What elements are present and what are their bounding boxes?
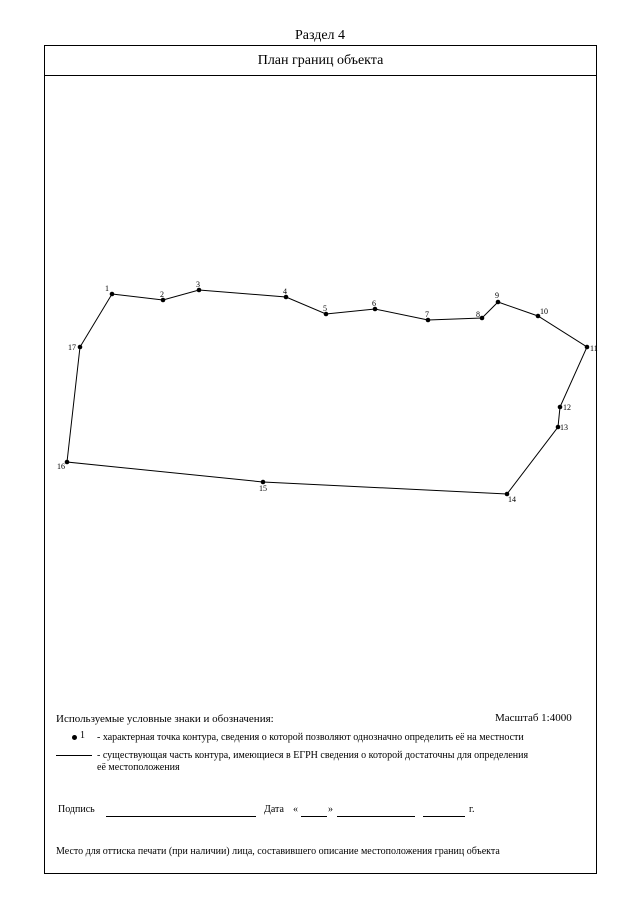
boundary-point-label: 16 bbox=[57, 462, 65, 471]
signature-label: Подпись bbox=[58, 804, 95, 815]
boundary-point bbox=[78, 345, 83, 350]
point-symbol-number: 1 bbox=[80, 730, 85, 741]
boundary-point-label: 7 bbox=[425, 310, 429, 319]
line-legend-text-1: - существующая часть контура, имеющиеся в ЕГРН сведения о которой достаточны для определения bbox=[97, 750, 529, 761]
boundary-point-label: 1 bbox=[105, 284, 109, 293]
date-year-line[interactable] bbox=[423, 816, 465, 817]
boundary-point-label: 13 bbox=[560, 423, 568, 432]
boundary-point-label: 6 bbox=[372, 299, 376, 308]
boundary-point-label: 8 bbox=[476, 310, 480, 319]
boundary-point bbox=[585, 345, 590, 350]
boundary-point-label: 15 bbox=[259, 484, 267, 493]
quote-open: « bbox=[293, 804, 298, 815]
date-label: Дата bbox=[264, 804, 284, 815]
legend-title: Используемые условные знаки и обозначения: bbox=[56, 713, 274, 725]
boundary-contour bbox=[67, 290, 587, 494]
boundary-point-label: 10 bbox=[540, 307, 548, 316]
section-title: Раздел 4 bbox=[294, 28, 346, 43]
point-symbol-icon bbox=[72, 735, 77, 740]
boundary-point-label: 14 bbox=[508, 495, 516, 504]
boundary-point-label: 3 bbox=[196, 280, 200, 289]
line-symbol-icon bbox=[56, 755, 92, 756]
boundary-point bbox=[496, 300, 501, 305]
stamp-place-text: Место для оттиска печати (при наличии) лица, составившего описание местоположения границ объекта bbox=[56, 846, 500, 857]
signature-line[interactable] bbox=[106, 816, 256, 817]
boundary-point-label: 11 bbox=[590, 344, 598, 353]
boundary-point-label: 12 bbox=[563, 403, 571, 412]
boundary-point-label: 9 bbox=[495, 291, 499, 300]
date-day-line[interactable] bbox=[301, 816, 327, 817]
boundary-point bbox=[65, 460, 70, 465]
boundary-point-label: 5 bbox=[323, 304, 327, 313]
year-suffix: г. bbox=[469, 804, 475, 815]
boundary-point-label: 2 bbox=[160, 290, 164, 299]
boundary-point bbox=[110, 292, 115, 297]
line-legend-text-2: её местоположения bbox=[97, 762, 180, 773]
boundary-point-label: 4 bbox=[283, 287, 287, 296]
quote-close: » bbox=[328, 804, 333, 815]
boundary-point bbox=[480, 316, 485, 321]
boundary-point-label: 17 bbox=[68, 343, 76, 352]
date-month-line[interactable] bbox=[337, 816, 415, 817]
boundary-point bbox=[558, 405, 563, 410]
scale-label: Масштаб 1:4000 bbox=[495, 712, 572, 724]
point-legend-text: - характерная точка контура, сведения о которой позволяют однозначно определить её на местности bbox=[97, 732, 524, 743]
plan-header: План границ объекта bbox=[45, 46, 596, 76]
